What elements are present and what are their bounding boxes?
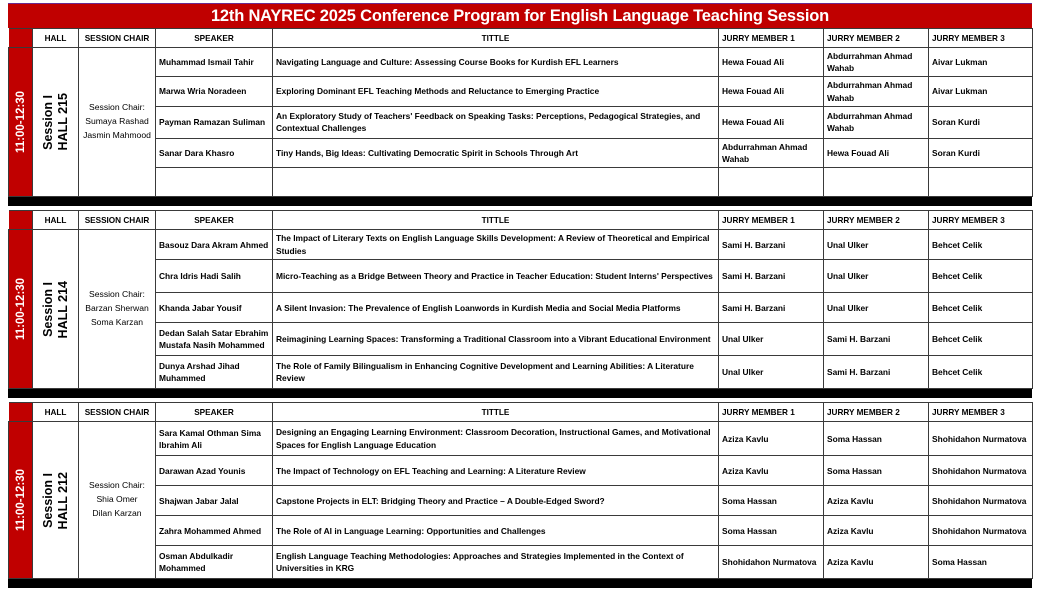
table-row [9,323,1033,356]
row-jury-2: Abdurrahman Ahmad Wahab [824,106,929,138]
row-speaker: Darawan Azad Younis [156,456,273,486]
row-title: English Language Teaching Methodologies: Approaches and Strategies Implemented in the Context of Universities in KRG [273,546,719,579]
column-header-jury-1: JURRY MEMBER 1 [719,403,824,422]
session-hall [33,230,79,389]
hall-name-label: HALL 215 [55,93,70,151]
row-jury-3: Shohidahon Nurmatova [929,486,1033,516]
row-speaker: Khanda Jabar Yousif [156,293,273,323]
row-title [273,168,719,197]
table-row [9,456,1033,486]
column-header-jury-1: JURRY MEMBER 1 [719,211,824,230]
row-jury-2: Soma Hassan [824,456,929,486]
time-header-spacer [9,403,33,422]
program-sheet [8,3,1032,588]
row-jury-1: Sami H. Barzani [719,230,824,260]
row-title: Capstone Projects in ELT: Bridging Theory and Practice – A Double-Edged Sword? [273,486,719,516]
table-row [9,168,1033,197]
session-chair-name: Sumaya Rashad [85,116,149,127]
row-title: A Silent Invasion: The Prevalence of English Loanwords in Kurdish Media and Social Media Platforms [273,293,719,323]
table-row [9,422,1033,456]
row-jury-3: Behcet Celik [929,356,1033,389]
row-jury-1: Hewa Fouad Ali [719,106,824,138]
row-title: The Role of Family Bilingualism in Enhancing Cognitive Development and Learning Abilities: A Literature Review [273,356,719,389]
column-header-speaker: SPEAKER [156,211,273,230]
row-title: An Exploratory Study of Teachers' Feedback on Speaking Tasks: Perceptions, Pedagogical Strategies, and Contextual Challenges [273,106,719,138]
hall-name-label: HALL 212 [55,471,70,530]
session-chair-name: Soma Karzan [90,317,144,328]
row-title: The Impact of Technology on EFL Teaching and Learning: A Literature Review [273,456,719,486]
sessions-container [8,28,1032,588]
column-header-jury-2: JURRY MEMBER 2 [824,403,929,422]
row-jury-2: Unal Ulker [824,293,929,323]
row-jury-2: Abdurrahman Ahmad Wahab [824,77,929,106]
session-chair-label: Session Chair: [89,480,145,491]
column-header-jury-3: JURRY MEMBER 3 [929,403,1033,422]
time-header-spacer [9,211,33,230]
hall-rotated-wrapper [36,281,75,338]
row-jury-3 [929,168,1033,197]
row-jury-3: Soran Kurdi [929,106,1033,138]
row-title: Designing an Engaging Learning Environment: Classroom Decoration, Instructional Games, and Motivational Spaces for English Language Education [273,422,719,456]
session-number-label: Session I [40,472,55,528]
session-separator-bar [8,197,1032,206]
column-header-row [9,403,1033,422]
row-title: Navigating Language and Culture: Assessing Course Books for Kurdish EFL Learners [273,48,719,77]
column-header-tittle: TITTLE [273,211,719,230]
row-speaker: Dunya Arshad Jihad Muhammed [156,356,273,389]
row-speaker: Sanar Dara Khasro [156,138,273,167]
table-row [9,486,1033,516]
row-jury-2: Abdurrahman Ahmad Wahab [824,48,929,77]
table-row [9,516,1033,546]
row-jury-1: Unal Ulker [719,356,824,389]
session-table [8,402,1033,579]
table-row [9,546,1033,579]
session-chair-label: Session Chair: [89,289,145,300]
row-jury-3: Shohidahon Nurmatova [929,516,1033,546]
row-jury-3: Aivar Lukman [929,77,1033,106]
row-jury-1: Hewa Fouad Ali [719,77,824,106]
row-jury-3: Behcet Celik [929,230,1033,260]
row-jury-1: Soma Hassan [719,516,824,546]
row-speaker: Muhammad Ismail Tahir [156,48,273,77]
row-jury-2: Aziza Kavlu [824,486,929,516]
table-row [9,106,1033,138]
row-jury-1: Hewa Fouad Ali [719,48,824,77]
hall-name-label: HALL 214 [55,280,70,338]
session-time [9,230,33,389]
table-row [9,138,1033,167]
row-speaker: Shajwan Jabar Jalal [156,486,273,516]
row-title: Tiny Hands, Big Ideas: Cultivating Democratic Spirit in Schools Through Art [273,138,719,167]
session-time [9,422,33,579]
row-title: Reimagining Learning Spaces: Transforming a Traditional Classroom into a Vibrant Educational Environment [273,323,719,356]
session-number-label: Session I [40,94,55,150]
session-chair-label: Session Chair: [89,102,145,113]
table-row [9,48,1033,77]
row-speaker: Zahra Mohammed Ahmed [156,516,273,546]
row-jury-1: Soma Hassan [719,486,824,516]
column-header-speaker: SPEAKER [156,29,273,48]
column-header-jury-1: JURRY MEMBER 1 [719,29,824,48]
hall-rotated-wrapper [36,93,75,150]
table-row [9,356,1033,389]
row-title: The Role of AI in Language Learning: Opportunities and Challenges [273,516,719,546]
row-jury-3: Shohidahon Nurmatova [929,456,1033,486]
row-jury-1: Aziza Kavlu [719,422,824,456]
column-header-hall: HALL [33,211,79,230]
column-header-tittle: TITTLE [273,29,719,48]
row-jury-1: Sami H. Barzani [719,260,824,293]
row-jury-2: Sami H. Barzani [824,323,929,356]
session-table [8,28,1033,197]
row-jury-1: Abdurrahman Ahmad Wahab [719,138,824,167]
row-jury-2: Soma Hassan [824,422,929,456]
column-header-session-chair: SESSION CHAIR [79,211,156,230]
row-speaker: Osman Abdulkadir Mohammed [156,546,273,579]
program-title-bar [8,3,1032,28]
session-chair-name: Dilan Karzan [92,508,142,519]
session-chair-cell [79,422,156,579]
row-speaker: Marwa Wria Noradeen [156,77,273,106]
table-row [9,293,1033,323]
row-jury-3: Shohidahon Nurmatova [929,422,1033,456]
row-speaker: Chra Idris Hadi Salih [156,260,273,293]
row-jury-1: Unal Ulker [719,323,824,356]
row-jury-1 [719,168,824,197]
table-row [9,260,1033,293]
row-jury-1: Shohidahon Nurmatova [719,546,824,579]
column-header-jury-3: JURRY MEMBER 3 [929,211,1033,230]
session-separator-bar [8,389,1032,398]
row-speaker: Basouz Dara Akram Ahmed [156,230,273,260]
session-time [9,48,33,197]
row-speaker: Dedan Salah Satar Ebrahim Mustafa Nasih Mohammed [156,323,273,356]
column-header-session-chair: SESSION CHAIR [79,403,156,422]
table-row [9,77,1033,106]
row-speaker [156,168,273,197]
row-title: The Impact of Literary Texts on English Language Skills Development: A Review of Theoretical and Empirical Studies [273,230,719,260]
row-jury-2: Unal Ulker [824,260,929,293]
session-hall [33,422,79,579]
row-jury-2: Unal Ulker [824,230,929,260]
row-jury-3: Aivar Lukman [929,48,1033,77]
session-time-label: 11:00-12:30 [14,469,27,532]
row-jury-3: Behcet Celik [929,260,1033,293]
session-time-label: 11:00-12:30 [14,91,27,154]
session-chair-name: Jasmin Mahmood [83,130,151,141]
column-header-hall: HALL [33,403,79,422]
column-header-tittle: TITTLE [273,403,719,422]
session-hall [33,48,79,197]
session-chair-name: Barzan Sherwan [85,303,149,314]
row-title: Exploring Dominant EFL Teaching Methods and Reluctance to Emerging Practice [273,77,719,106]
column-header-jury-2: JURRY MEMBER 2 [824,29,929,48]
session-chair-cell [79,230,156,389]
row-jury-1: Aziza Kavlu [719,456,824,486]
column-header-session-chair: SESSION CHAIR [79,29,156,48]
column-header-jury-3: JURRY MEMBER 3 [929,29,1033,48]
row-speaker: Payman Ramazan Suliman [156,106,273,138]
table-row [9,230,1033,260]
row-jury-2: Aziza Kavlu [824,516,929,546]
row-speaker: Sara Kamal Othman Sima Ibrahim Ali [156,422,273,456]
column-header-hall: HALL [33,29,79,48]
row-jury-3: Behcet Celik [929,293,1033,323]
column-header-row [9,29,1033,48]
row-jury-2: Sami H. Barzani [824,356,929,389]
session-chair-cell [79,48,156,197]
row-jury-3: Behcet Celik [929,323,1033,356]
column-header-row [9,211,1033,230]
hall-rotated-wrapper [36,472,75,529]
row-title: Micro-Teaching as a Bridge Between Theory and Practice in Teacher Education: Student Interns' Perspectives [273,260,719,293]
session-time-label: 11:00-12:30 [14,278,27,341]
time-header-spacer [9,29,33,48]
session-chair-name: Shia Omer [96,494,138,505]
row-jury-1: Sami H. Barzani [719,293,824,323]
session-table [8,210,1033,389]
column-header-speaker: SPEAKER [156,403,273,422]
session-separator-bar [8,579,1032,588]
row-jury-3: Soran Kurdi [929,138,1033,167]
row-jury-2: Hewa Fouad Ali [824,138,929,167]
row-jury-2 [824,168,929,197]
session-number-label: Session I [40,281,55,337]
row-jury-3: Soma Hassan [929,546,1033,579]
column-header-jury-2: JURRY MEMBER 2 [824,211,929,230]
row-jury-2: Aziza Kavlu [824,546,929,579]
page-title: 12th NAYREC 2025 Conference Program for English Language Teaching Session [210,6,830,25]
